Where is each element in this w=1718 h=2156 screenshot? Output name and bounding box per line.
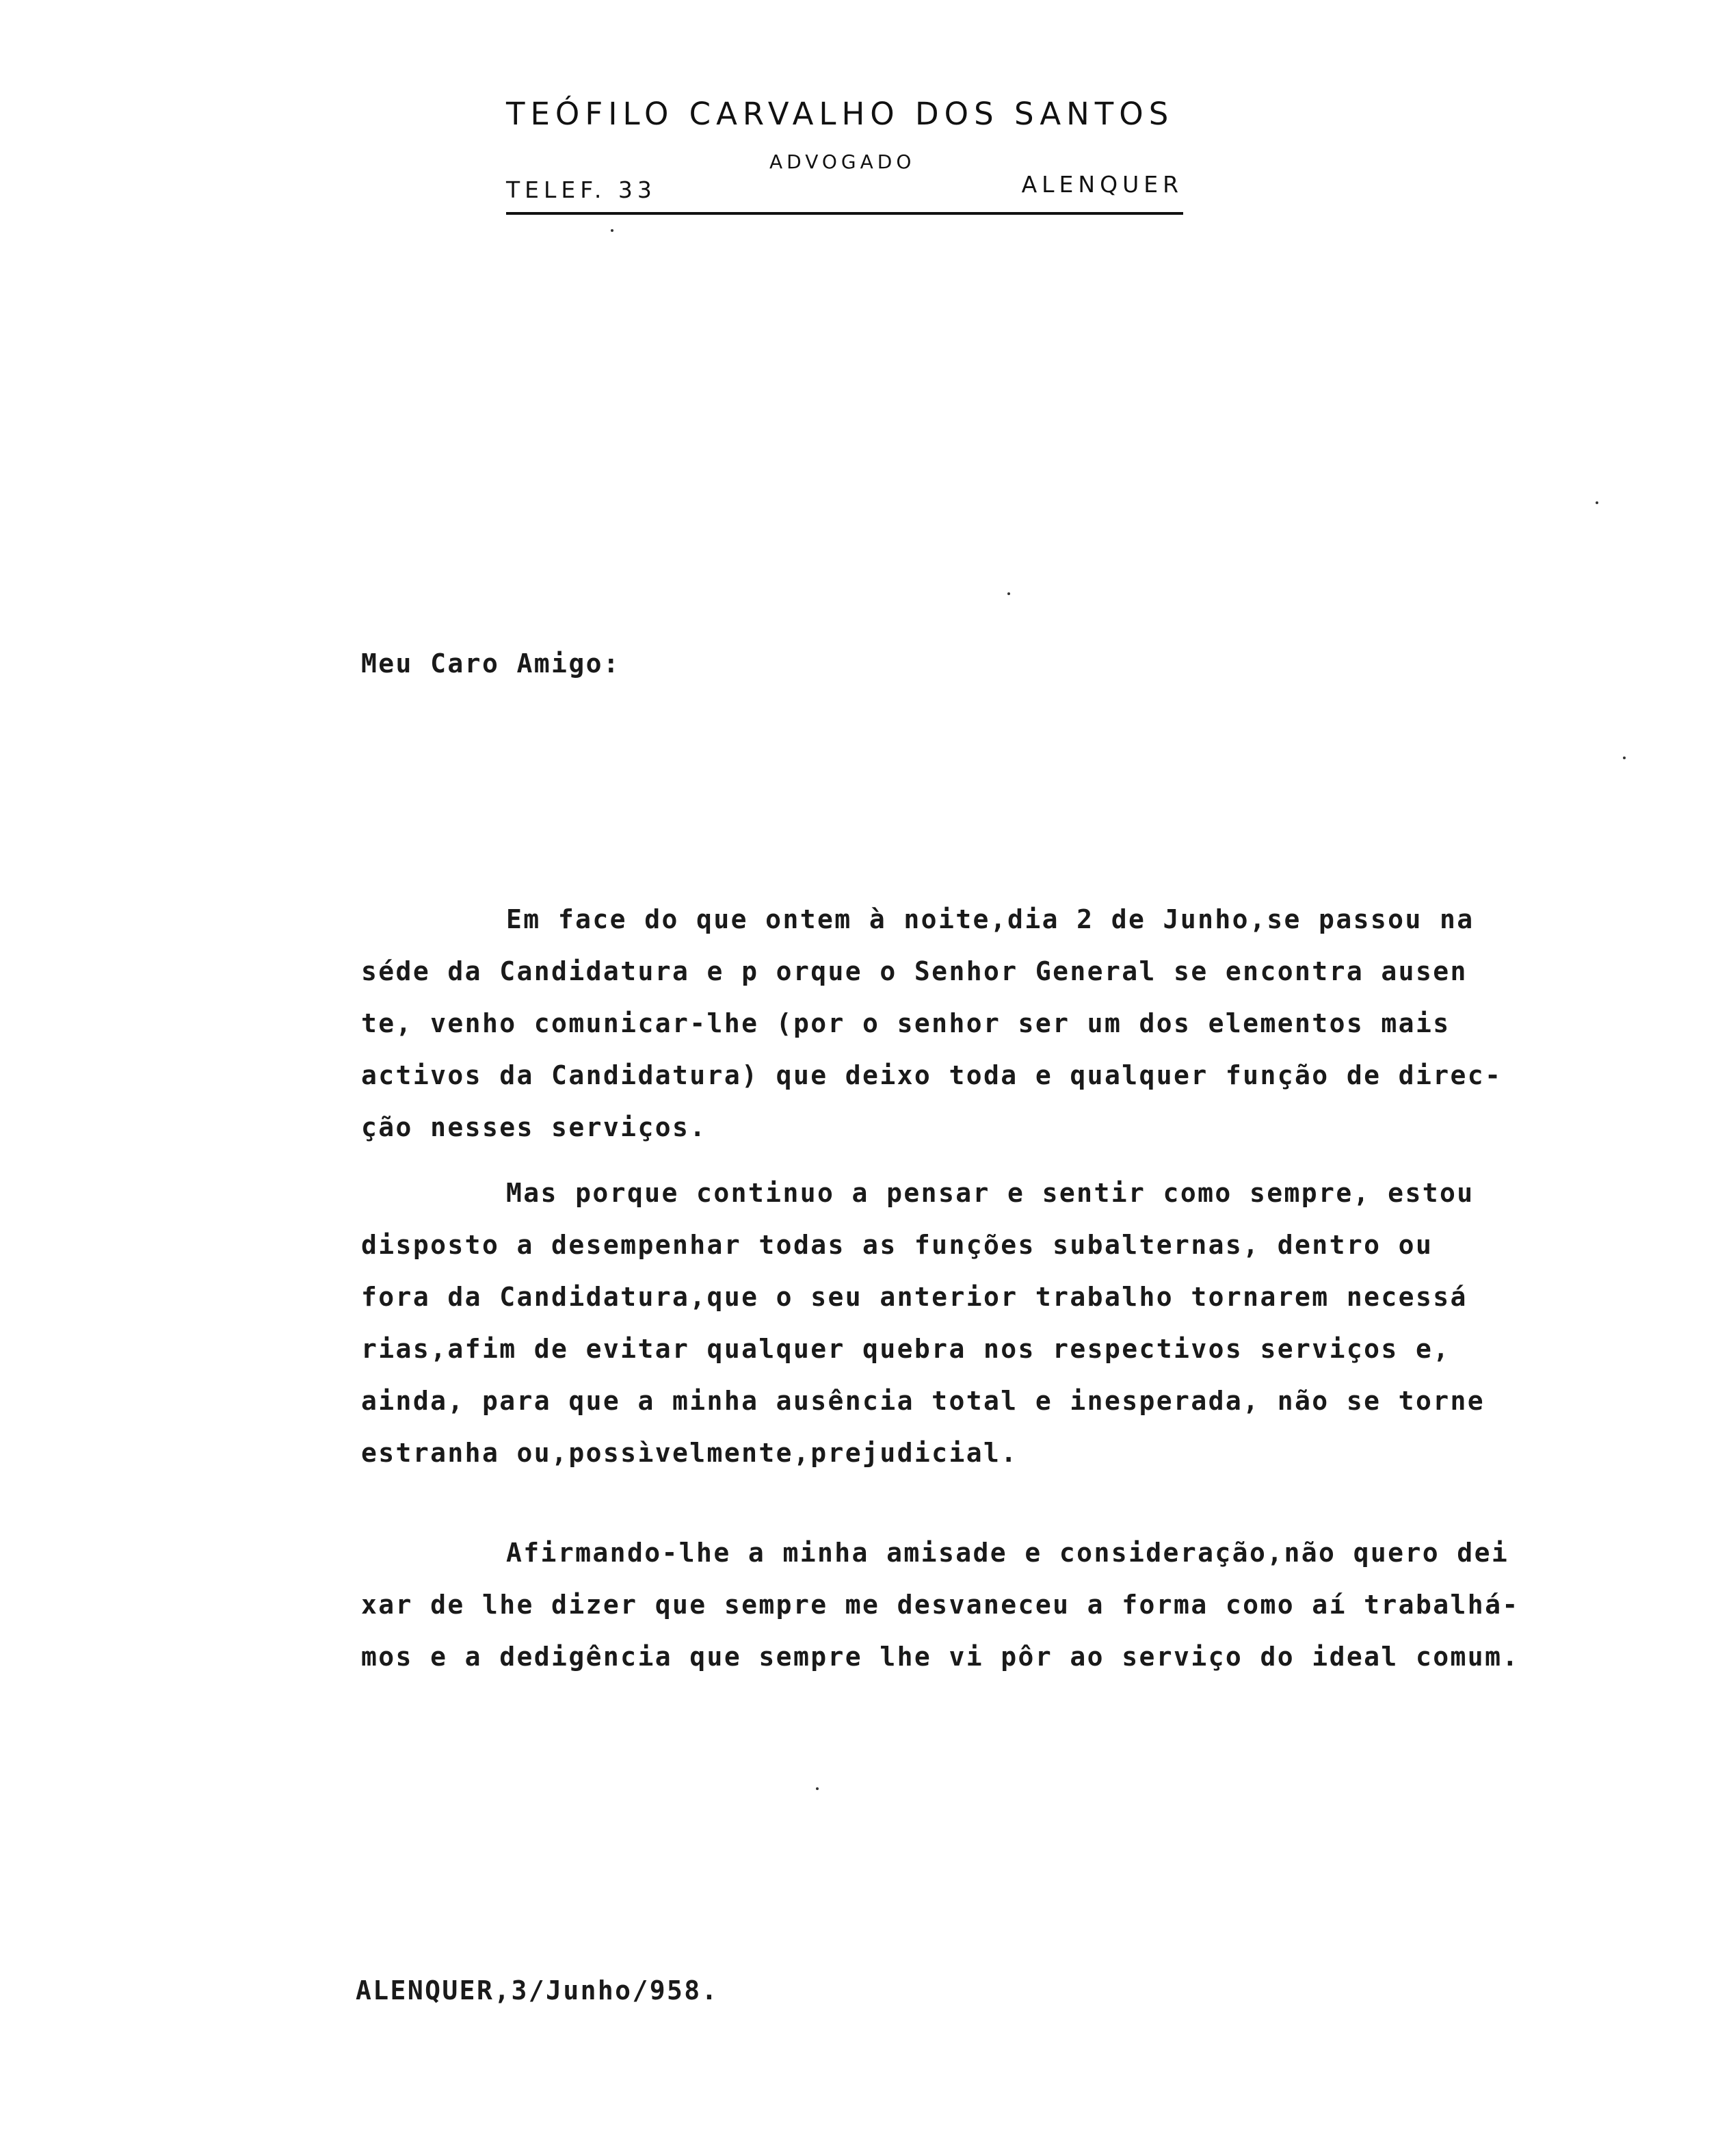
scan-speck bbox=[816, 1787, 819, 1790]
paragraph-2-line-6: estranha ou,possìvelmente,prejudicial. bbox=[361, 1438, 1018, 1468]
paragraph-2-line-3: fora da Candidatura,que o seu anterior trabalho tornarem necessá bbox=[361, 1282, 1468, 1312]
letterhead bbox=[506, 96, 1183, 233]
letterhead-name: TEÓFILO CARVALHO DOS SANTOS bbox=[506, 96, 1174, 132]
scan-speck bbox=[1596, 501, 1598, 504]
scan-speck bbox=[1623, 757, 1626, 759]
paragraph-1-line-5: ção nesses serviços. bbox=[361, 1112, 707, 1142]
paragraph-1-line-2: séde da Candidatura e p orque o Senhor General se encontra ausen bbox=[361, 956, 1468, 986]
paragraph-3-line-3: mos e a dedigência que sempre lhe vi pôr ao serviço do ideal comum. bbox=[361, 1642, 1520, 1672]
scan-speck bbox=[1007, 592, 1010, 595]
paragraph-1-line-1: Em face do que ontem à noite,dia 2 de Junho,se passou na bbox=[506, 904, 1475, 934]
paragraph-2-line-4: rias,afim de evitar qualquer quebra nos respectivos serviços e, bbox=[361, 1334, 1451, 1364]
paragraph-2-line-5: ainda, para que a minha ausência total e inesperada, não se torne bbox=[361, 1386, 1485, 1416]
letterhead-rule bbox=[506, 212, 1183, 215]
paragraph-3-line-1: Afirmando-lhe a minha amisade e consideração,não quero dei bbox=[506, 1538, 1509, 1568]
letterhead-city: ALENQUER bbox=[1021, 171, 1183, 198]
scan-speck bbox=[611, 229, 613, 232]
salutation: Meu Caro Amigo: bbox=[361, 648, 621, 679]
paragraph-3-line-2: xar de lhe dizer que sempre me desvaneceu a forma como aí trabalhá- bbox=[361, 1590, 1520, 1620]
paragraph-2-line-1: Mas porque continuo a pensar e sentir como sempre, estou bbox=[506, 1178, 1475, 1208]
paragraph-1-line-3: te, venho comunicar-lhe (por o senhor ser um dos elementos mais bbox=[361, 1008, 1451, 1038]
paragraph-2-line-2: disposto a desempenhar todas as funções subalternas, dentro ou bbox=[361, 1230, 1433, 1260]
closing-date-line: ALENQUER,3/Junho/958. bbox=[356, 1975, 719, 2006]
letterhead-phone: TELEF. 33 bbox=[506, 176, 657, 203]
letterhead-title: ADVOGADO bbox=[769, 150, 916, 173]
paragraph-1-line-4: activos da Candidatura) que deixo toda e qualquer função de direc- bbox=[361, 1060, 1503, 1090]
